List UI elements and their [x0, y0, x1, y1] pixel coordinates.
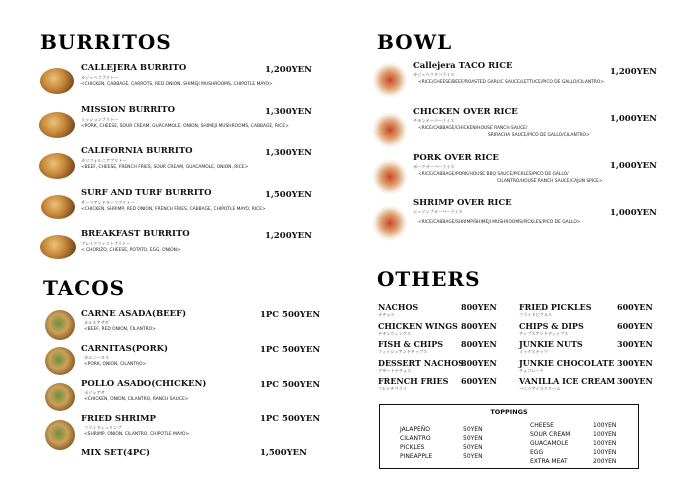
topping-name: CILANTRO — [400, 435, 431, 442]
topping-price: 200YEN — [593, 458, 617, 465]
item-desc: <BEEF, RED ONION, CILANTRO> — [84, 327, 156, 332]
other-kana: ミックスナッツ — [519, 349, 549, 354]
other-price: 600YEN — [461, 376, 497, 386]
topping-price: 50YEN — [463, 426, 483, 433]
item-name: MISSION BURRITO — [81, 105, 176, 115]
item-kana: ポークオーバーライス — [413, 164, 455, 169]
item-price: 1,300YEN — [265, 148, 312, 158]
topping-price: 50YEN — [463, 444, 483, 451]
toppings-box — [379, 404, 639, 469]
item-name: POLLO ASADO(CHICKEN) — [81, 379, 207, 389]
item-kana: カジェヘラタコライス — [413, 72, 455, 77]
bowl-heading: BOWL — [377, 30, 453, 54]
item-name: SHRIMP OVER RICE — [413, 198, 512, 208]
other-price: 800YEN — [461, 358, 497, 368]
item-desc-cont: CILANTRO/HOUSE RANCH SAUCE/CAJUN SPICE> — [497, 179, 603, 184]
item-desc: <PORK, CHEESE, SOUR CREAM, GUACAMOLE, ONION, SHIMEJI MUSHROOMS, CABBAGE, RICE> — [81, 124, 289, 129]
others-heading: OTHERS — [377, 267, 481, 291]
item-kana: ブレイクファストブリトー — [81, 241, 131, 246]
item-desc: < CHORIZO, CHEESE, POTATO, EGG, ONION> — [81, 248, 181, 253]
other-name: CHICKEN WINGS — [378, 321, 458, 331]
other-price: 600YEN — [617, 302, 653, 312]
other-name: FRIED PICKLES — [519, 302, 592, 312]
item-desc: <SHRIMP, ONION, CILANTRO, CHIPOTLE MAYO> — [84, 432, 190, 437]
item-desc: <RICE/CABBAGE/SHRIMP/SHIMEJI MUSHROOMS/PICKLES/PICO DE GALLO> — [418, 220, 581, 225]
burrito-photo — [39, 153, 75, 179]
other-name: VANILLA ICE CREAM — [519, 376, 616, 386]
item-price: 1,000YEN — [610, 208, 657, 218]
item-name: FRIED SHRIMP — [81, 414, 156, 424]
other-kana: チキンウィングス — [378, 331, 412, 336]
topping-name: JALAPEÑO — [400, 426, 430, 433]
item-name: CARNITAS(PORK) — [81, 344, 169, 354]
item-price: 1PC 500YEN — [260, 380, 321, 390]
item-name: PORK OVER RICE — [413, 153, 499, 163]
taco-photo — [45, 383, 75, 411]
toppings-title: TOPPINGS — [490, 408, 528, 416]
other-kana: バニラアイスクリーム — [519, 386, 561, 391]
other-price: 300YEN — [617, 339, 653, 349]
bowl-photo — [372, 112, 408, 148]
item-kana: カルネアサダ — [84, 320, 109, 325]
item-desc: <CHICKEN, CABBAGE, CARROTS, RED ONION, SHIMEJI MUSHROOMS, CHIPOTLE MAYO> — [81, 82, 273, 87]
item-price: 1,000YEN — [610, 161, 657, 171]
taco-photo — [45, 420, 75, 450]
item-name: Callejera TACO RICE — [413, 61, 513, 71]
topping-name: EGG — [530, 449, 544, 456]
item-name: CARNE ASADA(BEEF) — [81, 309, 187, 319]
burrito-photo — [41, 195, 75, 219]
other-price: 300YEN — [617, 376, 653, 386]
other-price: 800YEN — [461, 321, 497, 331]
other-kana: チョコレート — [519, 368, 544, 373]
item-kana: フライドシュリンプ — [84, 425, 122, 430]
item-price: 1,200YEN — [610, 67, 657, 77]
item-price: 1PC 500YEN — [260, 310, 321, 320]
other-name: DESSERT NACHOS — [378, 358, 464, 368]
taco-photo — [45, 310, 75, 340]
other-kana: フライドピクルス — [519, 312, 553, 317]
other-price: 600YEN — [617, 321, 653, 331]
item-price: 1,200YEN — [265, 231, 312, 241]
item-price: 1,000YEN — [610, 114, 657, 124]
topping-name: GUACAMOLE — [530, 440, 569, 447]
item-kana: カリフォルニアブリトー — [81, 158, 127, 163]
topping-name: CHEESE — [530, 422, 554, 429]
item-kana: ポジョアサ — [84, 390, 105, 395]
topping-price: 100YEN — [593, 422, 617, 429]
item-name: SURF AND TURF BURRITO — [81, 188, 212, 198]
item-kana: カジェヘラブリトー — [81, 75, 119, 80]
item-name: BREAKFAST BURRITO — [81, 229, 190, 239]
item-price: 1PC 500YEN — [260, 345, 321, 355]
item-desc: <BEEF, CHEESE, FRENCH FRIES, SOUR CREAM, GUACAMOLE, ONION, RICE> — [81, 165, 249, 170]
item-desc-cont: SRIRACHA SAUCE/PICO DE GALLO/CILANTRO> — [488, 133, 590, 138]
other-price: 800YEN — [461, 302, 497, 312]
item-kana: サーフアンドターフブリトー — [81, 200, 135, 205]
other-kana: ナチョス — [378, 312, 395, 317]
other-name: FRENCH FRIES — [378, 376, 449, 386]
item-kana: シュリンプオーバーライス — [413, 209, 463, 214]
topping-name: PINEAPPLE — [400, 453, 433, 460]
item-price: 1PC 500YEN — [260, 414, 321, 424]
burrito-photo — [40, 68, 74, 94]
other-price: 800YEN — [461, 339, 497, 349]
taco-photo — [45, 347, 75, 375]
item-price: 1,200YEN — [265, 65, 312, 75]
topping-price: 50YEN — [463, 435, 483, 442]
topping-name: SOUR CREAM — [530, 431, 571, 438]
burritos-heading: BURRITOS — [40, 30, 172, 54]
other-name: CHIPS & DIPS — [519, 321, 584, 331]
topping-price: 50YEN — [463, 453, 483, 460]
item-name: CALLEJERA BURRITO — [81, 63, 187, 73]
bowl-photo — [372, 159, 408, 195]
other-name: FISH & CHIPS — [378, 339, 444, 349]
topping-name: PICKLES — [400, 444, 425, 451]
other-kana: デザートナチョス — [378, 368, 412, 373]
item-kana: ミッションブリトー — [81, 117, 119, 122]
item-desc: <CHICKEN, ONION, CILANTRO, RANCH SAUCE> — [84, 397, 189, 402]
topping-price: 100YEN — [593, 440, 617, 447]
item-kana: チキンオーバーライス — [413, 118, 455, 123]
other-kana: チップスアンドディップス — [519, 331, 569, 336]
item-name: MIX SET(4PC) — [81, 448, 150, 458]
tacos-heading: TACOS — [43, 276, 126, 300]
item-price: 1,500YEN — [265, 190, 312, 200]
item-desc: <RICE/CHEESE/BEEF/ROASTED GARLIC SAUCE/LETTUCE/PICO DE GALLO/CILANTRO> — [418, 80, 604, 85]
bowl-photo — [372, 62, 408, 98]
topping-name: EXTRA MEAT — [530, 458, 568, 465]
other-name: NACHOS — [378, 302, 419, 312]
item-desc: <PORK, ONION, CILANTRO> — [84, 362, 147, 367]
burrito-photo — [39, 112, 75, 138]
other-kana: フィッシュアンドチップス — [378, 349, 428, 354]
item-price: 1,300YEN — [265, 107, 312, 117]
item-price: 1,500YEN — [260, 448, 307, 458]
other-name: JUNKIE CHOCOLATE — [519, 358, 615, 368]
other-name: JUNKIE NUTS — [519, 339, 583, 349]
item-name: CHICKEN OVER RICE — [413, 107, 518, 117]
bowl-photo — [372, 205, 408, 241]
item-desc: <RICE/CABBAGE/PORK/HOUSE BBQ SAUCE/PICKLES/PICO DE GALLO/ — [418, 172, 569, 177]
other-kana: フレンチフライ — [378, 386, 407, 391]
topping-price: 100YEN — [593, 449, 617, 456]
item-desc: <CHICKEN, SHRIMP, RED ONION, FRENCH FRIES, CABBAGE, CHIPOTLE MAYO, RICE> — [81, 207, 266, 212]
topping-price: 100YEN — [593, 431, 617, 438]
burrito-photo — [40, 235, 76, 259]
item-name: CALIFORNIA BURRITO — [81, 146, 193, 156]
item-desc: <RICE/CABBAGE/CHICKEN/HOUSE RANCH SAUCE/ — [418, 126, 528, 131]
other-price: 300YEN — [617, 358, 653, 368]
item-kana: カルニータス — [84, 355, 110, 360]
